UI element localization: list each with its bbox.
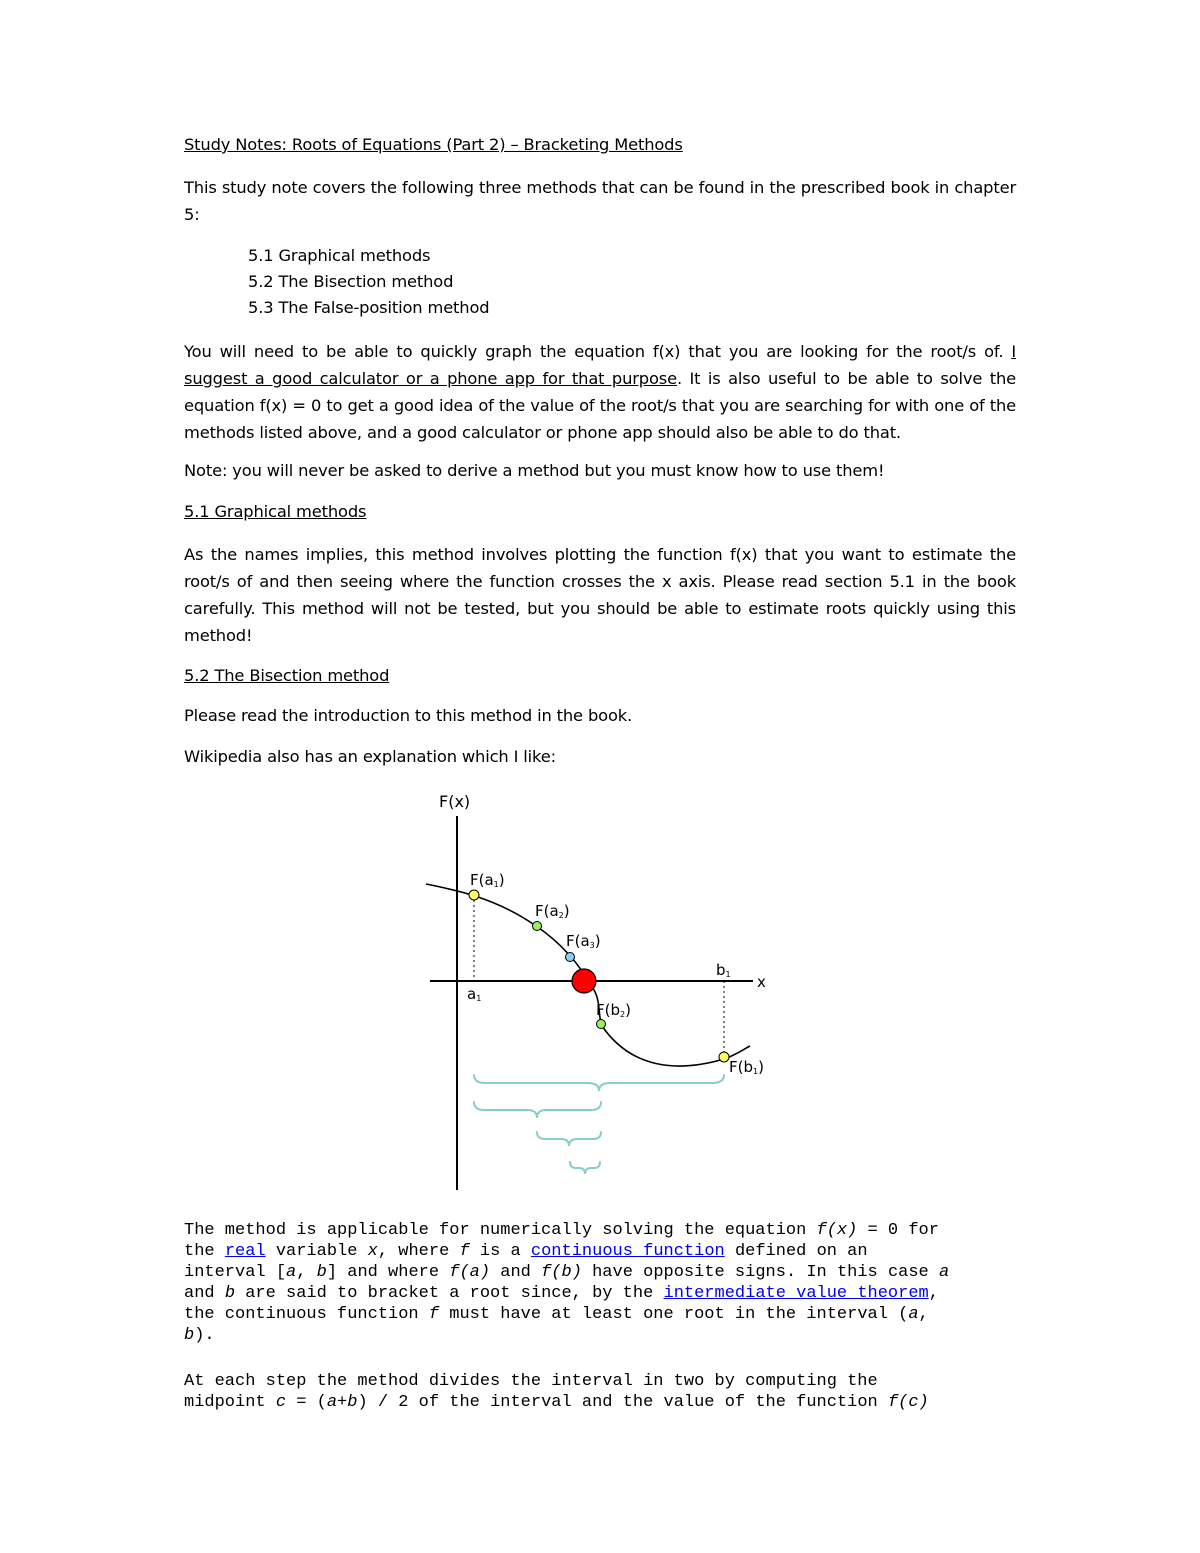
fa1-label: F(a1) bbox=[470, 871, 505, 889]
advice-underlined-text: I suggest a good calculator or a phone app for that purpose bbox=[184, 342, 1016, 388]
interval-braces bbox=[474, 1075, 724, 1174]
fa2-label: F(a2) bbox=[535, 902, 570, 920]
brace-interval-3 bbox=[537, 1132, 601, 1146]
brace-interval-2 bbox=[474, 1102, 601, 1118]
brace-interval-4 bbox=[570, 1162, 600, 1174]
advice-paragraph bbox=[184, 338, 1016, 446]
wiki-quote-paragraph-2: At each step the method divides the interval in two by computing the midpoint c = (a+b) / 2 of the interval and the value of the function f(c) bbox=[184, 1372, 929, 1412]
section-51-body: As the names implies, this method involves plotting the function f(x) that you want to estimate the root/s of and then seeing where the function crosses the x axis. Please read section 5.1 in the book carefully. This method will not be tested, but you should be able to estimate roots quickly using this method! bbox=[184, 545, 1016, 645]
a1-label: a1 bbox=[467, 985, 482, 1003]
advice-text-continued: . It is also useful to be able to solve the equation f(x) = 0 to get a good idea of the value of the root/s that you are searching for with one of the methods listed above, and a good calculator or phone app should also be able to do that. bbox=[184, 369, 1016, 442]
section-52-heading: 5.2 The Bisection method bbox=[184, 666, 390, 685]
b1-label: b1 bbox=[716, 961, 731, 979]
x-axis-label: x bbox=[757, 973, 766, 991]
brace-interval-1 bbox=[474, 1075, 724, 1091]
fa3-label: F(a3) bbox=[566, 932, 601, 950]
continuous-function-link[interactable]: continuous function bbox=[530, 1242, 725, 1261]
advice-text: You will need to be able to quickly graph the equation f(x) that you are looking for the root/s of. bbox=[184, 342, 1012, 361]
intro-paragraph: This study note covers the following three methods that can be found in the prescribed book in chapter 5: bbox=[184, 178, 1016, 224]
root-point bbox=[572, 969, 596, 993]
real-link[interactable]: real bbox=[224, 1242, 266, 1261]
method-list-item: 5.2 The Bisection method bbox=[248, 272, 454, 291]
fb1-label: F(b1) bbox=[729, 1058, 764, 1076]
wiki-quote-paragraph-1: The method is applicable for numerically solving the equation f(x) = 0 for the real variable x, where f is a continuous function defined on an interval [a, b] and where f(a) and f(b) have opposite signs. In this case a and b are said to bracket a root since, by the intermediate value theorem, the continuous function f must have at least one root in the interval (a, b). bbox=[184, 1221, 950, 1345]
y-axis-label: F(x) bbox=[439, 792, 471, 811]
method-list-item: 5.3 The False-position method bbox=[248, 298, 490, 317]
method-list-item: 5.1 Graphical methods bbox=[248, 246, 431, 265]
fa1-point bbox=[469, 890, 479, 900]
note-text: Note: you will never be asked to derive a method but you must know how to use them! bbox=[184, 461, 885, 480]
read-intro-text: Please read the introduction to this method in the book. bbox=[184, 706, 633, 725]
fb2-point bbox=[597, 1020, 606, 1029]
section-51-heading: 5.1 Graphical methods bbox=[184, 502, 367, 521]
fb2-label: F(b2) bbox=[596, 1001, 631, 1019]
page-title: Study Notes: Roots of Equations (Part 2) – Bracketing Methods bbox=[184, 135, 683, 154]
wikipedia-intro-text: Wikipedia also has an explanation which I like: bbox=[184, 747, 556, 766]
intermediate-value-theorem-link[interactable]: intermediate value theorem bbox=[663, 1284, 929, 1303]
method-list bbox=[248, 243, 489, 321]
fa3-point bbox=[566, 953, 575, 962]
bisection-figure bbox=[416, 786, 796, 1194]
fa2-point bbox=[533, 922, 542, 931]
fb1-point bbox=[719, 1052, 729, 1062]
